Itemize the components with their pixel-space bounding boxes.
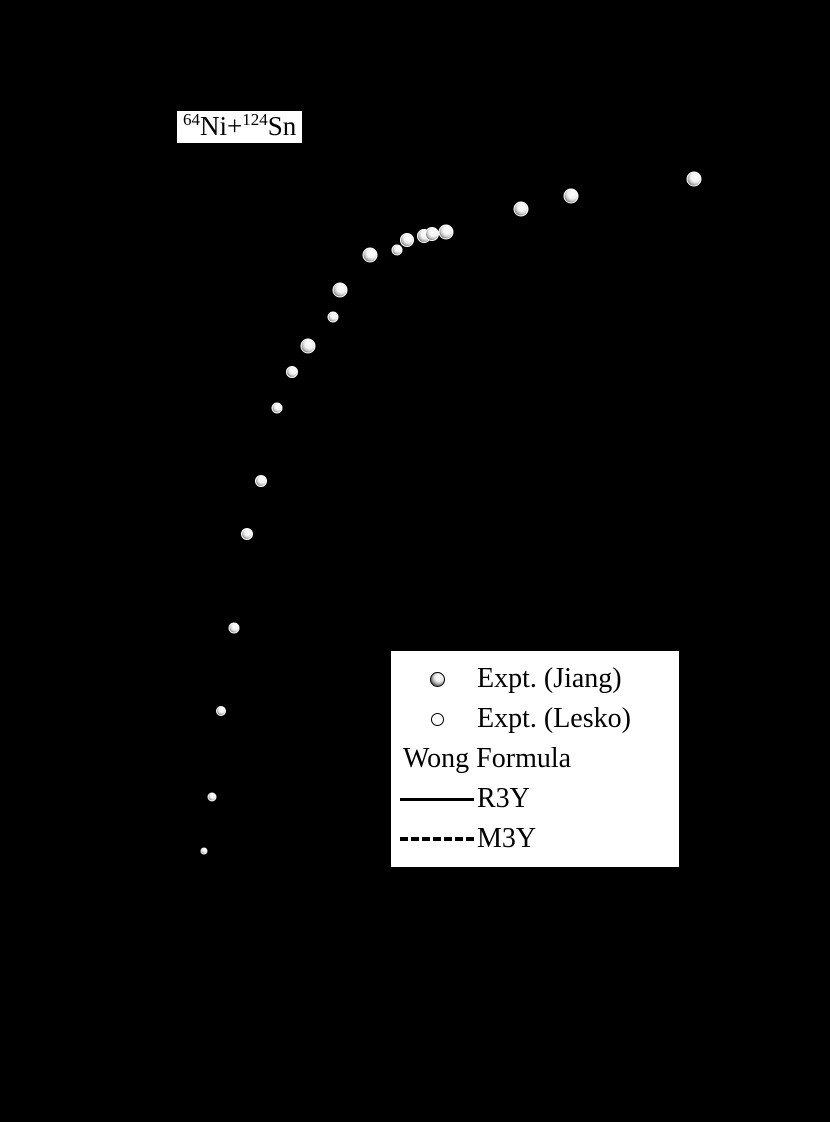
legend-key-dashed-line-icon — [397, 819, 477, 859]
data-point — [208, 793, 217, 802]
legend-row — [397, 779, 669, 819]
data-point — [201, 848, 208, 855]
system-label-sup2: 124 — [242, 110, 268, 129]
data-point — [400, 233, 414, 247]
data-point — [564, 189, 579, 204]
data-point — [363, 248, 378, 263]
legend-box — [390, 650, 680, 868]
data-point — [272, 403, 283, 414]
data-point — [229, 623, 240, 634]
legend-row — [397, 819, 669, 859]
legend-label: R3Y — [477, 783, 530, 814]
data-point — [392, 245, 403, 256]
legend-row — [397, 659, 669, 699]
data-point — [514, 202, 529, 217]
legend-row — [397, 699, 669, 739]
data-point — [241, 528, 253, 540]
dashed-line-icon — [400, 837, 474, 841]
data-point — [687, 172, 702, 187]
data-point — [328, 312, 339, 323]
legend-label: Wong Formula — [403, 743, 572, 774]
data-point — [216, 706, 226, 716]
system-label-el1: Ni+ — [200, 111, 243, 141]
legend-key-filled-circle-icon — [397, 659, 477, 699]
legend-row — [397, 739, 669, 779]
filled-circle-icon — [430, 672, 445, 687]
data-point — [286, 366, 298, 378]
legend-key-solid-line-icon — [397, 779, 477, 819]
data-point — [301, 339, 316, 354]
legend-label: Expt. (Jiang) — [477, 663, 622, 694]
solid-line-icon — [400, 798, 474, 801]
data-point — [333, 283, 348, 298]
system-label-el2: Sn — [267, 111, 297, 141]
legend-label: M3Y — [477, 823, 537, 854]
data-point — [255, 475, 267, 487]
legend-key-open-circle-icon — [397, 699, 477, 739]
legend-label: Expt. (Lesko) — [477, 703, 631, 734]
open-circle-icon — [431, 713, 444, 726]
data-point — [425, 227, 439, 241]
system-label-sup1: 64 — [183, 110, 200, 129]
data-point — [439, 225, 454, 240]
